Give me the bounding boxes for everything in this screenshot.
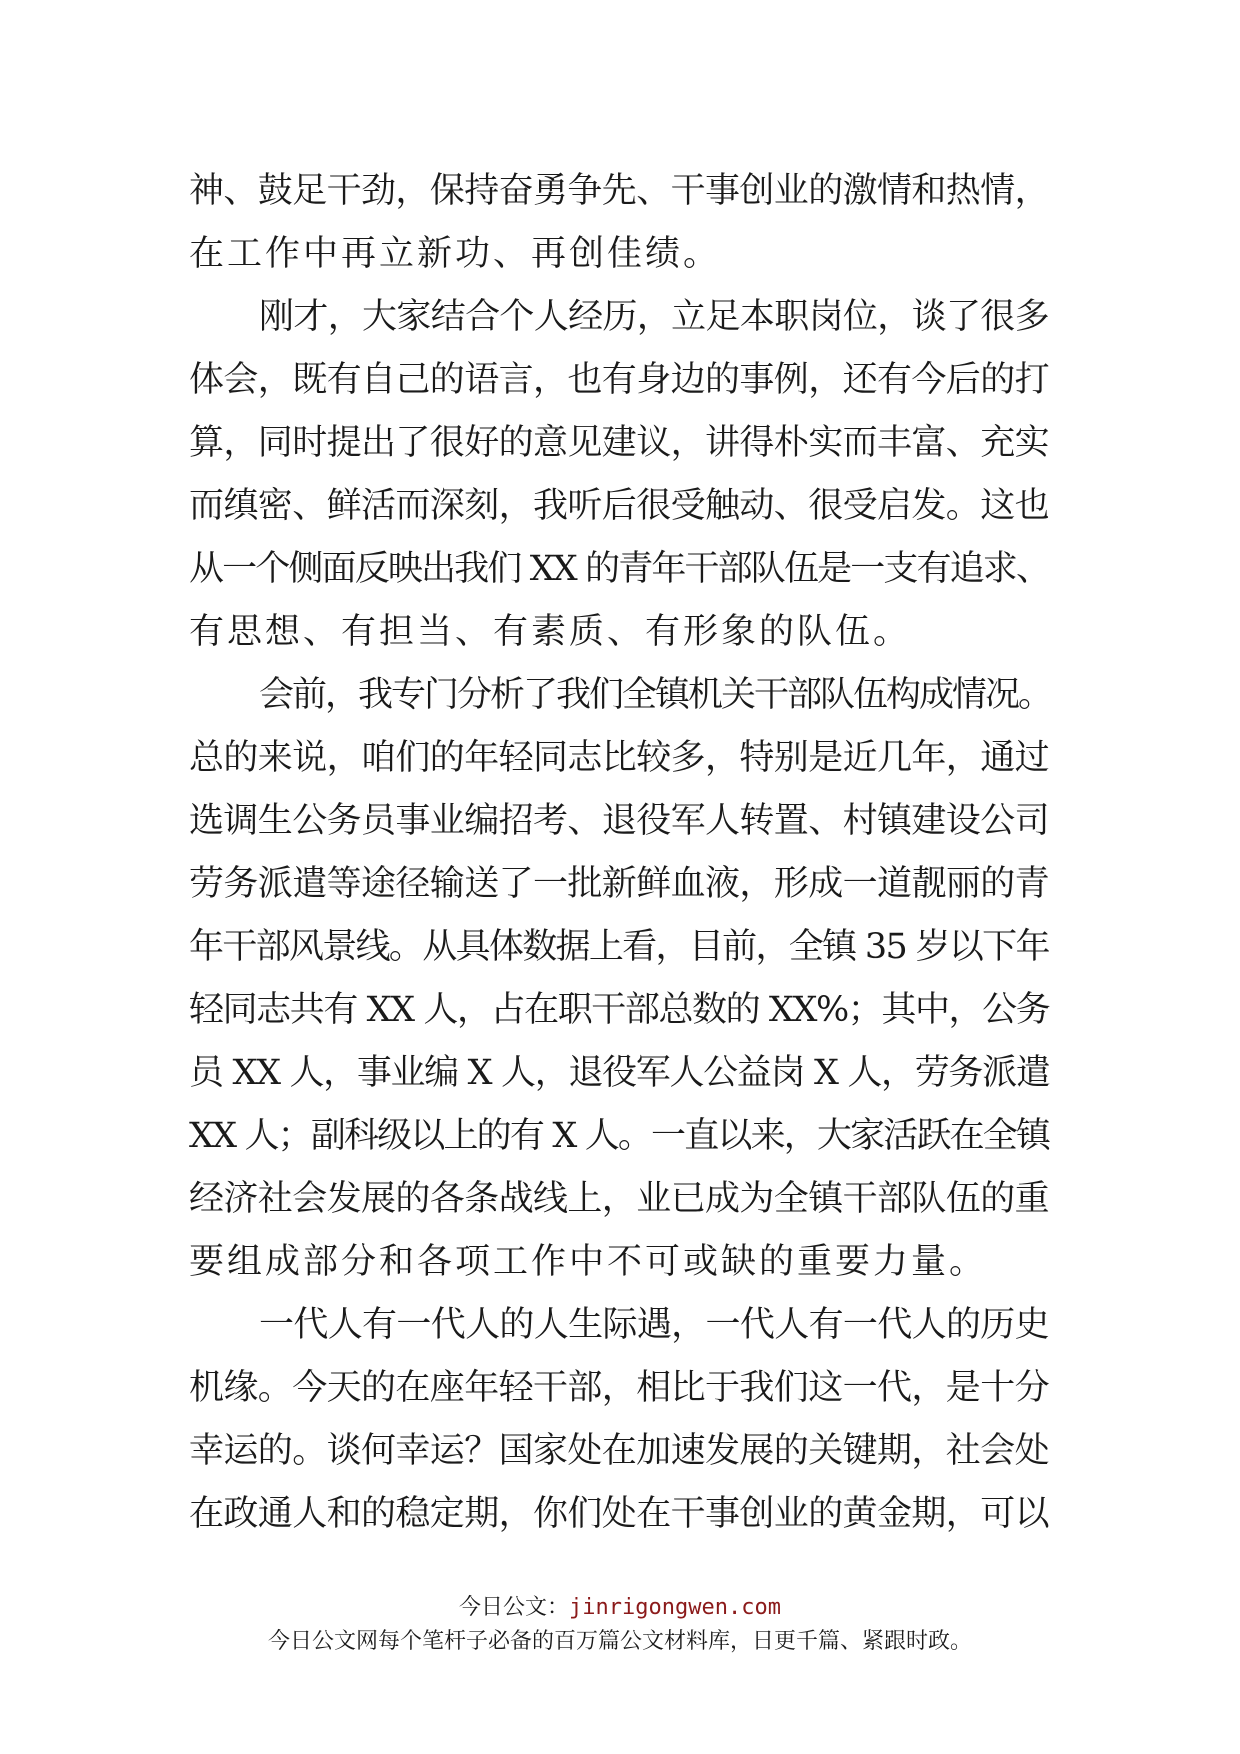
footer-site-url[interactable]: jinrigongwen.com bbox=[569, 1595, 781, 1620]
text-line: 一代人有一代人的人生际遇，一代人有一代人的历史 bbox=[259, 1305, 1050, 1345]
text-line: XX 人；副科级以上的有 X 人。一直以来，大家活跃在全镇 bbox=[189, 1116, 1050, 1156]
text-line: 有思想、有担当、有素质、有形象的队伍。 bbox=[189, 612, 912, 652]
text-line: 会前，我专门分析了我们全镇机关干部队伍构成情况。 bbox=[259, 675, 1052, 715]
footer-tagline: 今日公文网每个笔杆子必备的百万篇公文材料库，日更千篇、紧跟时政。 bbox=[267, 1629, 972, 1654]
text-line: 经济社会发展的各条战线上，业已成为全镇干部队伍的重 bbox=[189, 1179, 1050, 1219]
text-line: 刚才，大家结合个人经历，立足本职岗位，谈了很多 bbox=[259, 297, 1050, 337]
text-line: 选调生公务员事业编招考、退役军人转置、村镇建设公司 bbox=[189, 801, 1050, 841]
text-line: 劳务派遣等途径输送了一批新鲜血液，形成一道靓丽的青 bbox=[189, 864, 1050, 904]
text-line: 算，同时提出了很好的意见建议，讲得朴实而丰富、充实 bbox=[189, 423, 1050, 463]
text-line: 在政通人和的稳定期，你们处在干事创业的黄金期，可以 bbox=[189, 1494, 1050, 1534]
document-body bbox=[189, 160, 1052, 1546]
text-line: 在工作中再立新功、再创佳绩。 bbox=[189, 234, 722, 274]
text-line: 员 XX 人，事业编 X 人，退役军人公益岗 X 人，劳务派遣 bbox=[189, 1053, 1050, 1093]
text-line: 年干部风景线。从具体数据上看，目前，全镇 35 岁以下年 bbox=[189, 927, 1049, 967]
text-line: 体会，既有自己的语言，也有身边的事例，还有今后的打 bbox=[189, 360, 1050, 400]
text-line: 轻同志共有 XX 人，占在职干部总数的 XX%；其中，公务 bbox=[189, 990, 1050, 1030]
text-line: 从一个侧面反映出我们 XX 的青年干部队伍是一支有追求、 bbox=[189, 549, 1050, 589]
footer-site-label: 今日公文： bbox=[459, 1595, 570, 1620]
text-line: 神、鼓足干劲，保持奋勇争先、干事创业的激情和热情， bbox=[189, 171, 1050, 211]
text-line: 要组成部分和各项工作中不可或缺的重要力量。 bbox=[189, 1242, 988, 1282]
footer-site bbox=[0, 1593, 1240, 1623]
text-line: 而缜密、鲜活而深刻，我听后很受触动、很受启发。这也 bbox=[189, 486, 1050, 526]
text-line: 幸运的。谈何幸运？国家处在加速发展的关键期，社会处 bbox=[189, 1431, 1050, 1471]
text-line: 总的来说，咱们的年轻同志比较多，特别是近几年，通过 bbox=[189, 738, 1050, 778]
text-line: 机缘。今天的在座年轻干部，相比于我们这一代，是十分 bbox=[189, 1368, 1050, 1408]
